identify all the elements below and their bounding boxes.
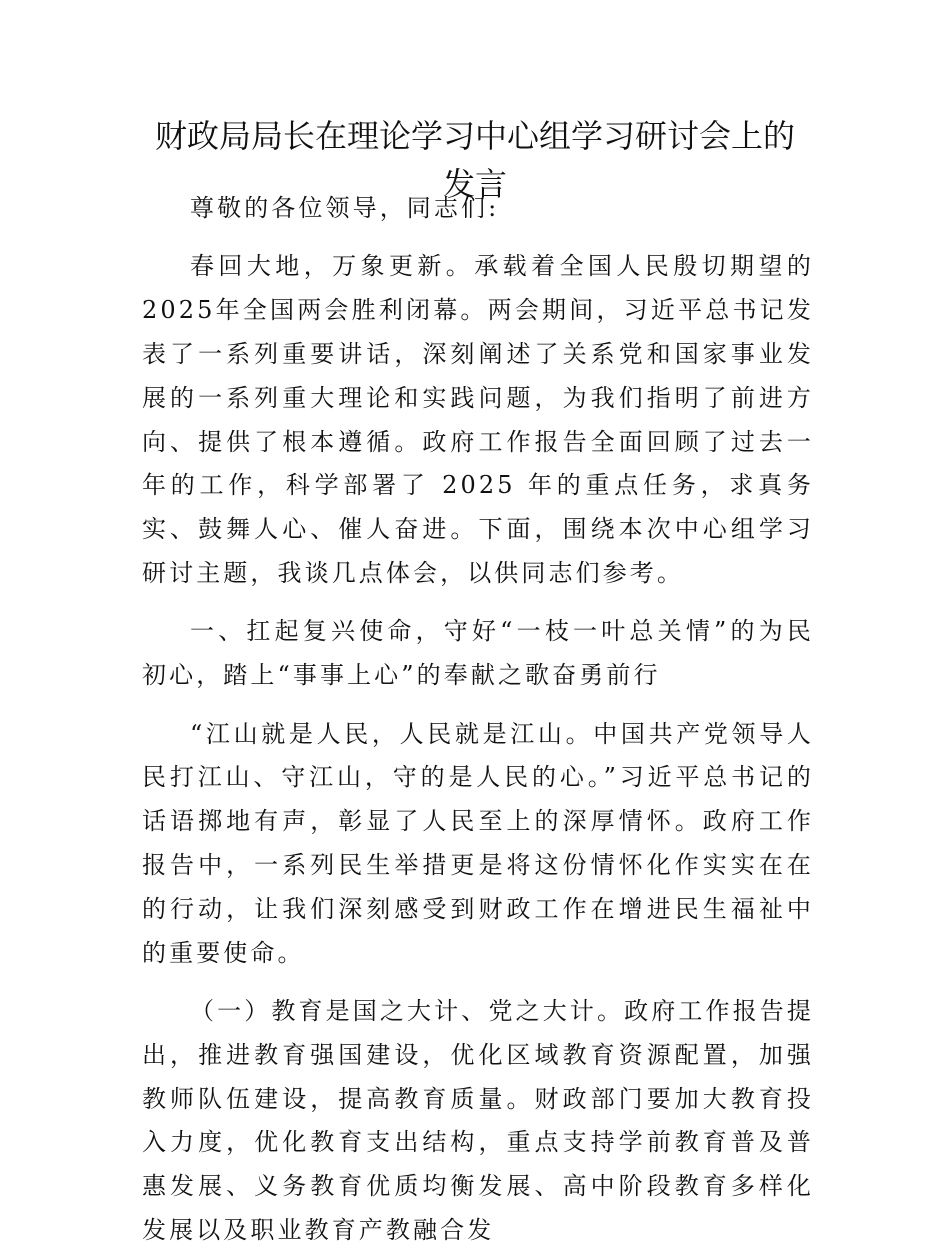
salutation: 尊敬的各位领导，同志们: [190,194,500,222]
section-heading-1: 一、扛起复兴使命，守好“一枝一叶总关情”的为民初心，踏上“事事上心”的奉献之歌奋勇前行 [142,617,814,690]
paragraph-intro: 春回大地，万象更新。承载着全国人民殷切期望的 2025年全国两会胜利闭幕。两会期间，习近平总书记发表了一系列重要讲话，深刻阐述了关系党和国家事业发展的一系列重大理论和实践问题，为我们指明了前进方向、提供了根本遵循。政府工作报告全面回顾了过去一年的工作，科学部署了 2025 年的重点任务，求真务实、鼓舞人心、催人奋进。下面，围绕本次中心组学习研讨主题，我谈几点体会，以供同志们参考。 [142,252,814,587]
paragraph-quote: “江山就是人民，人民就是江山。中国共产党领导人民打江山、守江山，守的是人民的心。”习近平总书记的话语掷地有声，彰显了人民至上的深厚情怀。政府工作报告中，一系列民生举措更是将这份情怀化作实实在在的行动，让我们深刻感受到财政工作在增进民生福祉中的重要使命。 [142,719,814,967]
document-body [142,187,814,1253]
paragraph-education: （一）教育是国之大计、党之大计。政府工作报告提出，推进教育强国建设，优化区域教育资源配置，加强教师队伍建设，提高教育质量。财政部门要加大教育投入力度，优化教育支出结构，重点支持学前教育普及普惠发展、义务教育优质均衡发展、高中阶段教育多样化发展以及职业教育产教融合发 [142,996,814,1244]
document-title-line-2: 发言 [442,165,507,203]
document-title-line-1: 财政局局长在理论学习中心组学习研讨会上的 [154,117,795,155]
